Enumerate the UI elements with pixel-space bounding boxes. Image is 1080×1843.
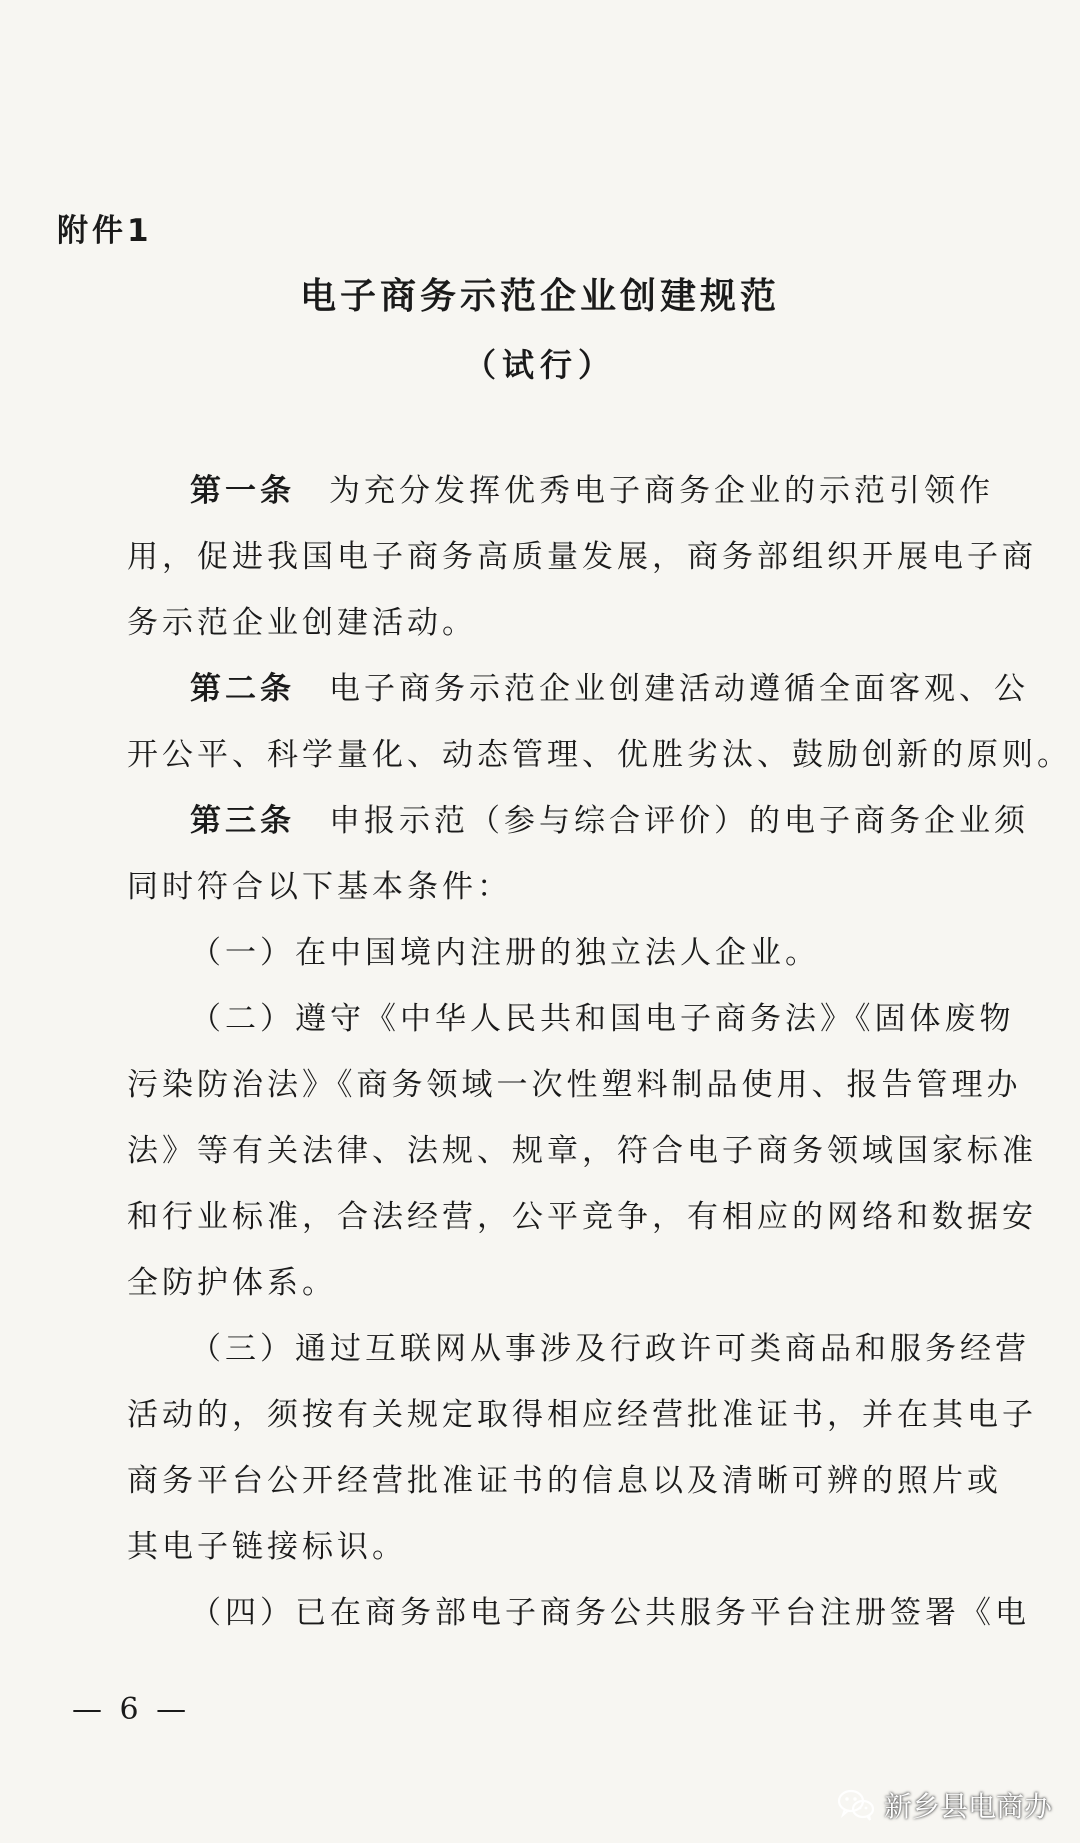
document-subtitle: （试行） [463, 346, 616, 384]
item-3-line-1: （三）通过互联网从事涉及行政许可类商品和服务经营 [190, 1331, 1030, 1367]
article-1-line-1 [190, 471, 1070, 511]
article-3-line-1 [190, 801, 1070, 841]
item-3-line-3: 商务平台公开经营批准证书的信息以及清晰可辨的照片或 [127, 1463, 1002, 1499]
article-3-text: 申报示范（参与综合评价）的电子商务企业须 [329, 803, 1029, 839]
article-3-heading: 第三条 [190, 803, 295, 839]
article-3-line-2: 同时符合以下基本条件： [127, 869, 512, 905]
attachment-label: 附件1 [57, 213, 153, 249]
item-2-line-1: （二）遵守《中华人民共和国电子商务法》《固体废物 [190, 1001, 1015, 1037]
watermark-text: 新乡县电商办 [883, 1790, 1052, 1823]
article-1-text: 为充分发挥优秀电子商务企业的示范引领作 [329, 473, 994, 509]
item-2-line-5: 全防护体系。 [127, 1265, 337, 1301]
item-3-line-4: 其电子链接标识。 [127, 1529, 407, 1565]
item-2-line-2: 污染防治法》《商务领域一次性塑料制品使用、报告管理办 [127, 1067, 1022, 1103]
item-2-line-4: 和行业标准，合法经营，公平竞争，有相应的网络和数据安 [127, 1199, 1037, 1235]
article-1-heading: 第一条 [190, 473, 295, 509]
page-number: — 6 — [72, 1692, 191, 1727]
document-title: 电子商务示范企业创建规范 [299, 276, 780, 317]
article-2-line-2: 开公平、科学量化、动态管理、优胜劣汰、鼓励创新的原则。 [127, 737, 1072, 773]
item-1-line-1: （一）在中国境内注册的独立法人企业。 [190, 935, 820, 971]
item-2-line-3: 法》等有关法律、法规、规章，符合电子商务领域国家标准 [127, 1133, 1037, 1169]
article-2-heading: 第二条 [190, 671, 295, 707]
article-1-line-2: 用，促进我国电子商务高质量发展，商务部组织开展电子商 [127, 539, 1037, 575]
wechat-icon [836, 1788, 876, 1822]
item-3-line-2: 活动的，须按有关规定取得相应经营批准证书，并在其电子 [127, 1397, 1037, 1433]
item-4-line-1: （四）已在商务部电子商务公共服务平台注册签署《电 [190, 1595, 1030, 1631]
article-2-line-1 [190, 669, 1070, 709]
article-1-line-3: 务示范企业创建活动。 [127, 605, 477, 641]
article-2-text: 电子商务示范企业创建活动遵循全面客观、公 [329, 671, 1029, 707]
watermark [836, 1787, 1052, 1823]
